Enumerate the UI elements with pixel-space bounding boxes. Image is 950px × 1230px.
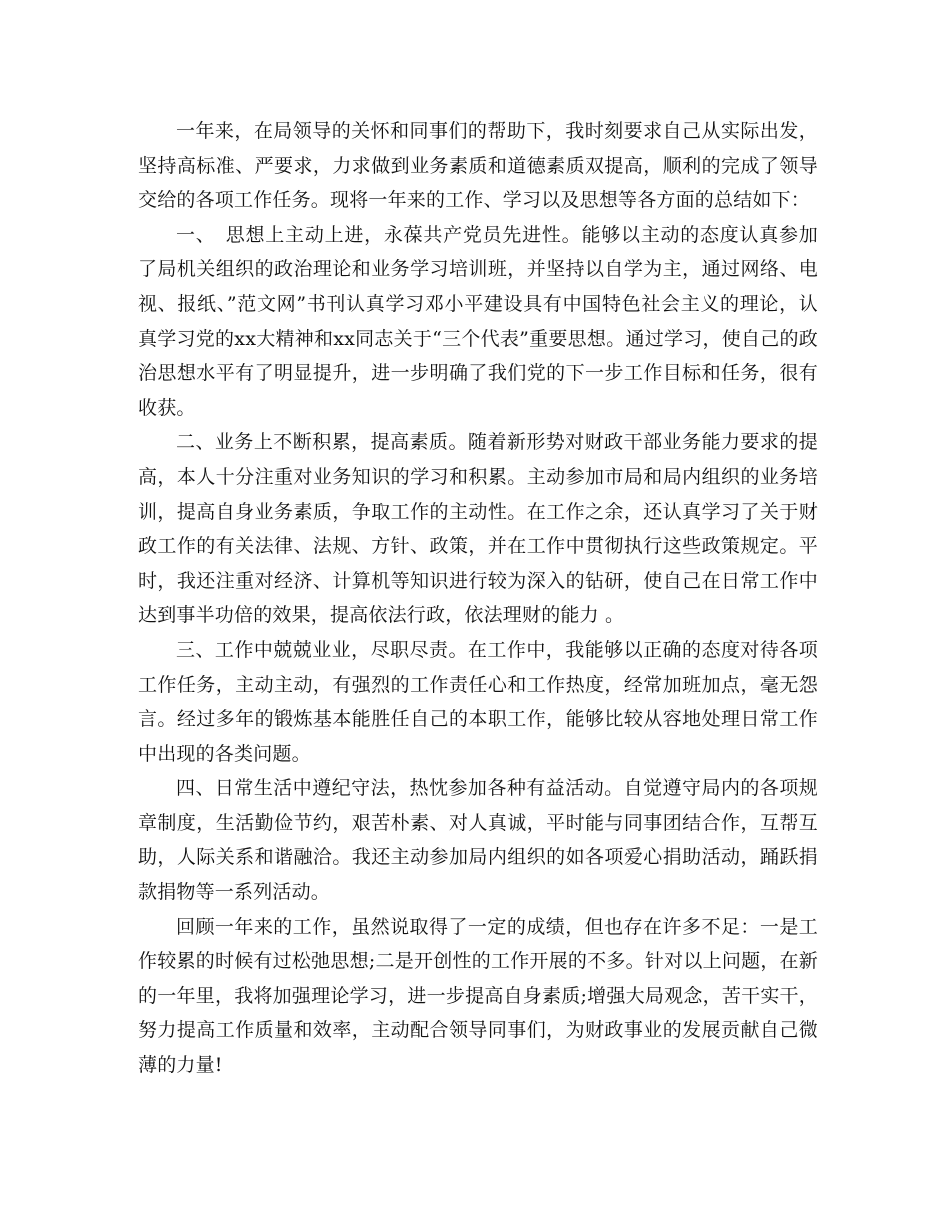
paragraph-business: 二、业务上不断积累，提高素质。随着新形势对财政干部业务能力要求的提高，本人十分注重对业务知识的学习和积累。主动参加市局和局内组织的业务培训，提高自身业务素质，争取工作的主动性。在工作之余，还认真学习了关于财政工作的有关法律、法规、方针、政策，并在工作中贯彻执行这些政策规定。平时，我还注重对经济、计算机等知识进行较为深入的钻研，使自己在日常工作中达到事半功倍的效果，提高依法行政，依法理财的能力 。 [138,431,818,627]
paragraph-review: 回顾一年来的工作，虽然说取得了一定的成绩，但也存在许多不足：一是工作较累的时候有过松弛思想;二是开创性的工作开展的不多。针对以上问题，在新的一年里，我将加强理论学习，进一步提高自身素质;增强大局观念，苦干实干，努力提高工作质量和效率，主动配合领导同事们，为财政事业的发展贡献自己微薄的力量! [138,915,818,1077]
paragraph-ideology: 一、 思想上主动上进，永葆共产党员先进性。能够以主动的态度认真参加了局机关组织的政治理论和业务学习培训班，并坚持以自学为主，通过网络、电视、报纸、”范文网”书刊认真学习邓小平建设具有中国特色社会主义的理论，认真学习党的xx大精神和xx同志关于“三个代表”重要思想。通过学习，使自己的政治思想水平有了明显提升，进一步明确了我们党的下一步工作目标和任务，很有收获。 [138,223,818,419]
paragraph-work-attitude: 三、工作中兢兢业业，尽职尽责。在工作中，我能够以正确的态度对待各项工作任务，主动主动，有强烈的工作责任心和工作热度，经常加班加点，毫无怨言。经过多年的锻炼基本能胜任自己的本职工作，能够比较从容地处理日常工作中出现的各类问题。 [138,638,818,765]
document-body [138,114,818,1083]
paragraph-intro: 一年来，在局领导的关怀和同事们的帮助下，我时刻要求自己从实际出发，坚持高标准、严要求，力求做到业务素质和道德素质双提高，顺利的完成了领导交给的各项工作任务。现将一年来的工作、学习以及思想等各方面的总结如下： [138,120,818,212]
paragraph-daily-life: 四、日常生活中遵纪守法，热忱参加各种有益活动。自觉遵守局内的各项规章制度，生活勤俭节约，艰苦朴素、对人真诚，平时能与同事团结合作，互帮互助，人际关系和谐融洽。我还主动参加局内组织的如各项爱心捐助活动，踊跃捐款捐物等一系列活动。 [138,777,818,904]
